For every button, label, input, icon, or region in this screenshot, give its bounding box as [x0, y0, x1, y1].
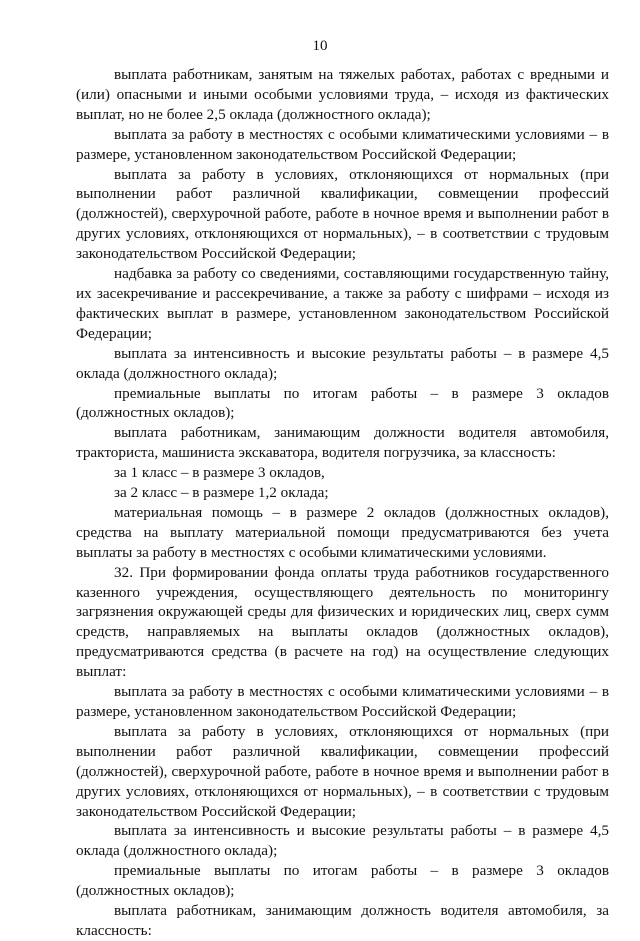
paragraph-climate-pay-2: выплата за работу в местностях с особыми климатическими условиями – в размере, установленном законодательством Российской Федерации; [76, 683, 609, 720]
paragraph-intensity-pay-2: выплата за интенсивность и высокие результаты работы – в размере 4,5 оклада (должностного оклада); [76, 822, 609, 860]
paragraph-driver-class-pay-2: выплата работникам, занимающим должность водителя автомобиля, за классность: [76, 902, 609, 939]
paragraph-bonus-pay: премиальные выплаты по итогам работы – в размере 3 окладов (должностных окладов); [76, 384, 609, 422]
paragraph-bonus-pay-2: премиальные выплаты по итогам работы – в размере 3 окладов (должностных окладов); [76, 862, 609, 900]
paragraph-climate-pay: выплата за работу в местностях с особыми климатическими условиями – в размере, установленном законодательством Российской Федерации; [76, 125, 609, 163]
paragraph-class-1: за 1 класс – в размере 3 окладов, [114, 464, 325, 482]
paragraph-intensity-pay: выплата за интенсивность и высокие результаты работы – в размере 4,5 оклада (должностного оклада); [76, 344, 609, 382]
paragraph-hazardous-work-pay: выплата работникам, занятым на тяжелых работах, работах с вредными и (или) опасными и иными особыми условиями труда, – исходя из фактических выплат, но не более 2,5 оклада (должностного оклада); [76, 66, 609, 123]
paragraph-abnormal-conditions-pay: выплата за работу в условиях, отклоняющихся от нормальных (при выполнении работ различной квалификации, совмещении профессий (должностей), сверхурочной работе, работе в ночное время и выполнении работ в других условиях, отклоняющихся от нормальных), – в соответствии с трудовым законодательством Российской Федерации; [76, 165, 609, 263]
page-number: 10 [312, 38, 328, 54]
paragraph-class-2: за 2 класс – в размере 1,2 оклада; [114, 484, 329, 502]
paragraph-section-32: 32. При формировании фонда оплаты труда работников государственного казенного учреждения, осуществляющего деятельность по мониторингу загрязнения окружающей среды для физических и юридических лиц, сверх сумм средств, направляемых на выплаты окладов (должностных окладов), предусматриваются средства (в расчете на год) на осуществление следующих выплат: [76, 563, 609, 681]
paragraph-state-secret-allowance: надбавка за работу со сведениями, составляющими государственную тайну, их засекречивание и рассекречивание, а также за работу с шифрами – исходя из фактических выплат в размере, установленном законодательством Российской Федерации; [76, 265, 609, 342]
paragraph-material-aid: материальная помощь – в размере 2 окладов (должностных окладов), средства на выплату материальной помощи предусматриваются без учета выплаты за работу в местностях с особыми климатическими условиями. [76, 503, 609, 561]
paragraph-driver-class-pay: выплата работникам, занимающим должности водителя автомобиля, тракториста, машиниста экскаватора, водителя погрузчика, за классность: [76, 424, 609, 462]
document-body [76, 65, 609, 941]
paragraph-abnormal-conditions-pay-2: выплата за работу в условиях, отклоняющихся от нормальных (при выполнении работ различной квалификации, совмещении профессий (должностей), сверхурочной работе, работе в ночное время и выполнении работ в других условиях, отклоняющихся от нормальных), – в соответствии с трудовым законодательством Российской Федерации; [76, 722, 609, 820]
